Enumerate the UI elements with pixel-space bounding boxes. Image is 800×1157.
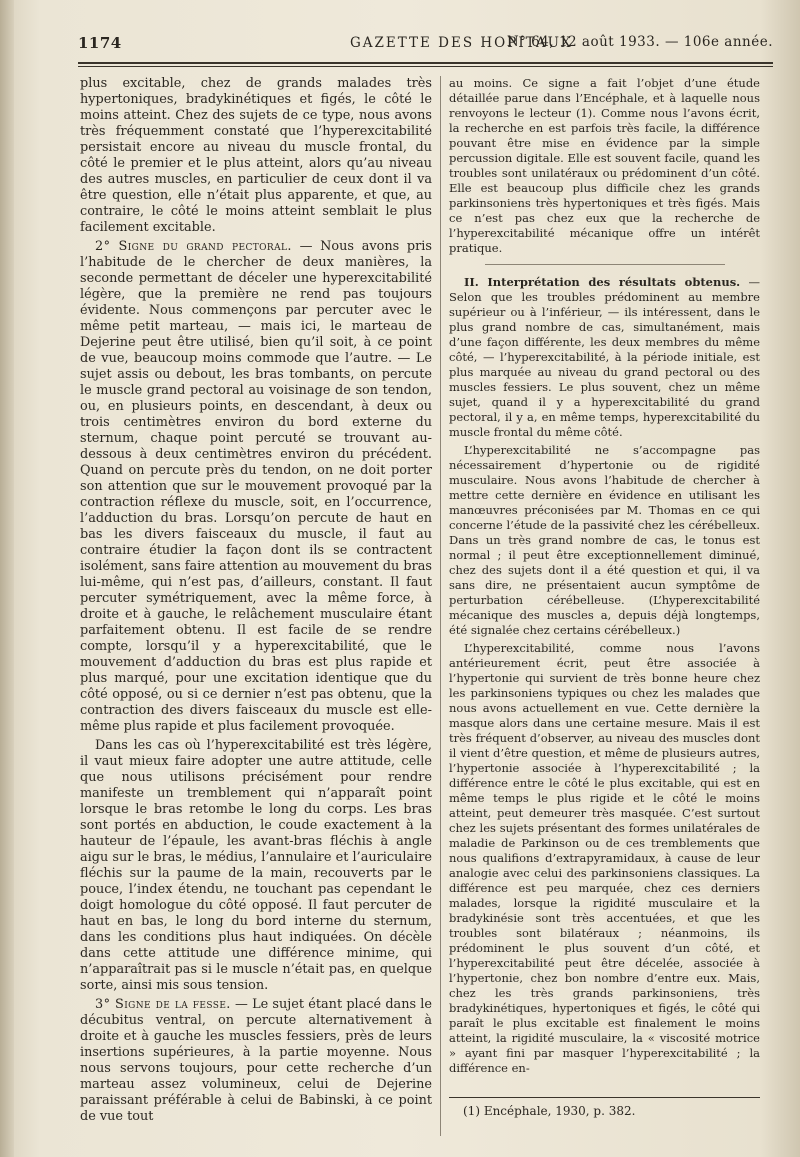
paragraph [80, 997, 432, 1125]
paragraph: Dans les cas où l’hyperexcitabilité est très légère, il vaut mieux faire adopter une autre attitude, celle que nous utilisons précisément pour rendre manifeste un tremblement qui n’apparaît point lorsque le bras retombe le long du corps. Les bras sont portés en abduction, le coude exactement à la hauteur de l’épaule, les avant-bras fléchis à angle aigu sur le bras, le médius, l’annulaire et l’auriculaire fléchis sur la paume de la main, recouverts par le pouce, l’index étendu, ne touchant pas cependant le doigt homologue du côté opposé. Il faut percuter de haut en bas, le long du bord interne du sternum, dans les conditions plus haut indiquées. On décèle dans cette attitude une différence minime, qui n’apparaîtrait pas si le muscle n’était pas, en quelque sorte, ainsi mis sous tension. [80, 738, 432, 993]
paragraph-text: — Le sujet étant placé dans le décubitus ventral, on percute alternativement à droite et à gauche les muscles fessiers, près de leurs insertions supérieures, à la partie moyenne. Nous nous servons toujours, pour cette recherche d’un marteau assez volumineux, celui de Dejerine paraissant préférable à celui de Babinski, à ce point de vue tout [80, 997, 433, 1124]
issue-info: N° 64, 12 août 1933. — 106e année. [506, 34, 773, 50]
page-number: 1174 [78, 34, 122, 52]
paragraph: L’hyperexcitabilité, comme nous l’avons antérieurement écrit, peut être associée à l’hypertonie qui survient de très bonne heure chez les parkinsoniens typiques ou chez les malades que nous avons actuellement en vue. Cette dernière la masque alors dans une certaine mesure. Mais il est très fréquent d’observer, au niveau des muscles dont il vient d’être question, et même de plusieurs autres, l’hypertonie associée à l’hyperexcitabilité ; la différence entre le côté le plus excitable, qui est en même temps le plus rigide et le côté le moins atteint, peut demeurer très masquée. C’est surtout chez les sujets présentant des formes unilatérales de maladie de Parkinson ou de ces tremblements que nous qualifions d’extrapyramidaux, à cause de leur analogie avec celui des parkinsoniens classiques. La différence est peu marquée, chez ces derniers malades, lorsque la rigidité musculaire et la bradykinésie sont très accentuées, et que les troubles sont bilatéraux ; néanmoins, ils prédominent le plus souvent d’un côté, et l’hyperexcitabilité peut être décelée, associée à l’hypertonie, chez bon nombre d’entre eux. Mais, chez les très grands parkinsoniens, très bradykinétiques, hypertoniques et figés, le côté qui paraît le plus excitable est finalement le moins atteint, la rigidité musculaire, la « viscosité motrice » ayant fini par masquer l’hyperexcitabilité ; la différence en- [449, 641, 760, 1075]
paragraph-text: — Selon que les troubles prédominent au membre supérieur ou à l’inférieur, — ils intéressent, dans le plus grand nombre de cas, simultanément, mais d’une façon différente, les deux membres du même côté, — l’hyperexcitabilité, à la période initiale, est plus marquée au niveau du grand pectoral ou des muscles fessiers. Le plus souvent, chez un même sujet, quand il y a hyperexcitabilité du grand pectoral, il y a, en même temps, hyperexcitabilité du muscle frontal du même côté. [449, 275, 760, 439]
page-spine-shadow [0, 0, 14, 1157]
header-rule-thin [78, 66, 773, 67]
header-rule-thick [78, 62, 773, 64]
paragraph: L’hyperexcitabilité ne s’accompagne pas nécessairement d’hypertonie ou de rigidité musculaire. Nous avons l’habitude de chercher à mettre cette dernière en évidence en utilisant les manœuvres préconisées par M. Thomas en ce qui concerne l’étude de la passivité chez les cérébelleux. Dans un très grand nombre de cas, le tonus est normal ; il peut être exceptionnellement diminué, chez des sujets dont il a été question et qui, il va sans dire, ne présentaient aucun symptôme de perturbation cérébelleuse. (L’hyperexcitabilité mécanique des muscles a, depuis déjà longtemps, été signalée chez certains cérébelleux.) [449, 443, 760, 637]
column-divider [440, 76, 441, 1136]
paragraph [80, 239, 432, 735]
journal-title: GAZETTE DES HOPITAUX [350, 35, 573, 51]
section-divider [485, 264, 725, 265]
paragraph: plus excitable, chez de grands malades très hypertoniques, bradykinétiques et figés, le côté le moins atteint. Chez des sujets de ce type, nous avons très fréquemment constaté que l’hyperexcitabilité persistait encore au niveau du muscle frontal, du côté le premier et le plus atteint, alors qu’au niveau des autres muscles, en particulier de ceux dont il va être question, elle n’était plus apparente, et que, au contraire, le côté le moins atteint semblait le plus facilement excitable. [80, 76, 432, 235]
paragraph-text: — Nous avons pris l’habitude de le chercher de deux manières, la seconde permettant de déceler une hyperexcitabilité légère, que la première ne rend pas toujours évidente. Nous commençons par percuter avec le même petit marteau, — mais ici, le marteau de Dejerine peut être utilisé, bien qu’il soit, à ce point de vue, beaucoup moins commode que l’autre. — Le sujet assis ou debout, les bras tombants, on percute le muscle grand pectoral au voisinage de son tendon, ou, en plusieurs points, en descendant, à deux ou trois centimètres environ du bord externe du sternum, chaque point percuté se trouvant au-dessous à deux centimètres environ du précédent. Quand on percute près du tendon, on ne doit porter son attention que sur le mouvement provoqué par la contraction réflexe du muscle, soit, en l’occurrence, l’adduction du bras. Lorsqu’on percute de haut en bas les divers faisceaux du muscle, il faut au contraire étudier la façon dont ils se contractent isolément, sans faire attention au mouvement du bras lui-même, qui n’est pas, d’ailleurs, constant. Il faut percuter symétriquement, avec la même force, à droite et à gauche, le relâchement musculaire étant parfaitement obtenu. Il est facile de se rendre compte, lorsqu’il y a hyperexcitabilité, que le mouvement d’adduction du bras est plus rapide et plus marqué, pour une excitation identique que du côté opposé, ou si ce dernier n’est pas obtenu, que la contraction des divers faisceaux du muscle est elle-même plus rapide et plus facilement provoquée. [80, 239, 432, 734]
footnote: (1) Encéphale, 1930, p. 382. [463, 1104, 636, 1118]
footnote-rule [449, 1097, 760, 1098]
running-header [78, 34, 773, 58]
paragraph: au moins. Ce signe a fait l’objet d’une étude détaillée parue dans l’Encéphale, et à laquelle nous renvoyons le lecteur (1). Comme nous l’avons écrit, la recherche en est parfois très facile, la différence pouvant être mise en évidence par la simple percussion digitale. Elle est souvent facile, quand les troubles sont unilatéraux ou prédominent d’un côté. Elle est beaucoup plus difficile chez les grands parkinsoniens très hypertoniques et très figés. Mais ce n’est pas chez eux que la recherche de l’hyperexcitabilité mécanique offre un intérêt pratique. [449, 76, 760, 255]
section-heading: 3° Signe de la fesse. [95, 997, 231, 1012]
left-column [80, 76, 432, 1128]
section-heading: 2° Signe du grand pectoral. [95, 239, 292, 254]
paragraph [449, 275, 760, 440]
right-column [449, 76, 760, 1079]
section-heading: II. Interprétation des résultats obtenus. [464, 275, 741, 289]
